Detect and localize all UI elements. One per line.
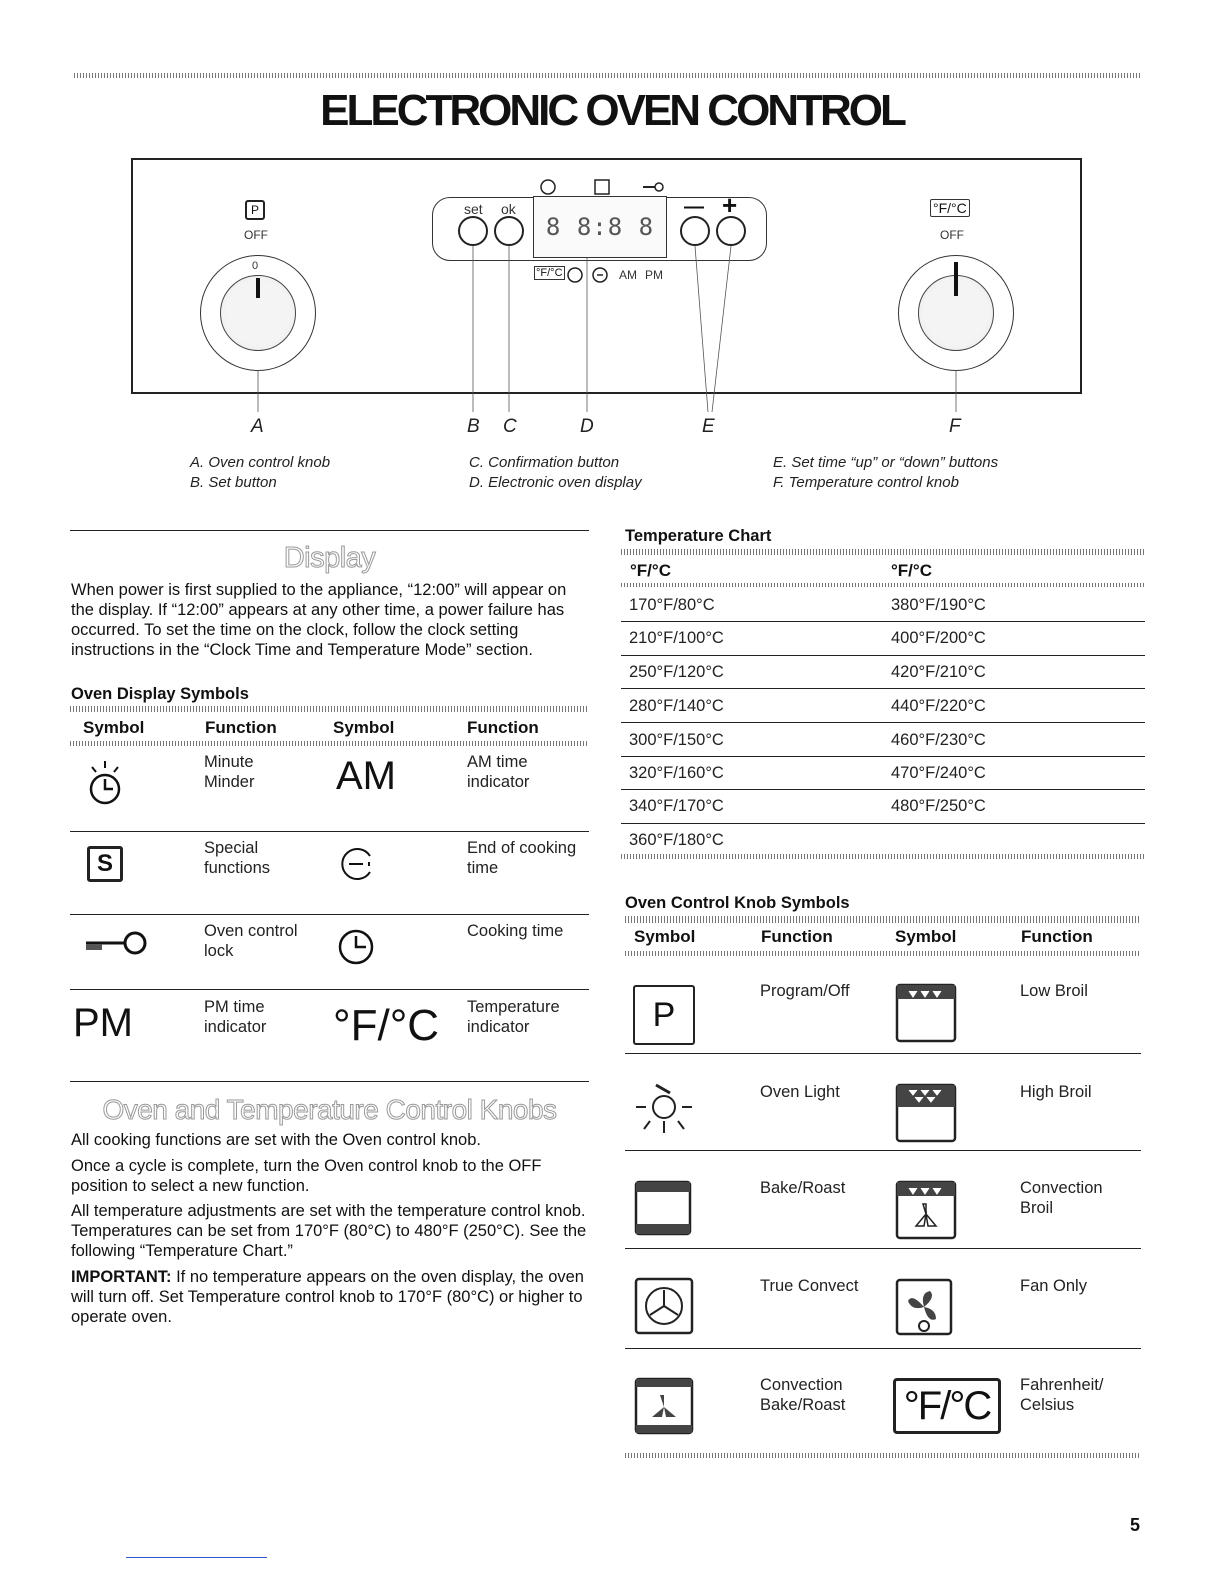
tc-r1-c2: 380°F/190°C: [891, 596, 986, 614]
ok-label: ok: [501, 201, 516, 217]
ods-row3-rule: [70, 989, 589, 990]
ks-header-function-1: Function: [761, 927, 833, 946]
knobs-p2: Once a cycle is complete, turn the Oven control knob to the OFF position to select a new function.: [71, 1157, 542, 1195]
caption-d: D. Electronic oven display: [469, 474, 642, 491]
program-icon-text: P: [250, 203, 259, 217]
program-off-icon: [633, 985, 695, 1045]
ods-r4-sym-2: °F/°C: [333, 1001, 440, 1050]
ods-r1-func-2: AM time indicator: [467, 753, 530, 791]
minus-label: —: [684, 196, 704, 218]
tc-r3-c1: 250°F/120°C: [629, 663, 724, 681]
tc-r4-c1: 280°F/140°C: [629, 697, 724, 715]
ks-r1-func-2: Low Broil: [1020, 982, 1088, 1000]
tc-rule-3: [621, 688, 1145, 689]
tc-r7-c2: 480°F/250°C: [891, 797, 986, 815]
tc-r8-c1: 360°F/180°C: [629, 831, 724, 849]
tc-r6-c2: 470°F/240°C: [891, 764, 986, 782]
tc-r2-c1: 210°F/100°C: [629, 629, 724, 647]
low-broil-icon: [895, 983, 959, 1045]
page-title: ELECTRONIC OVEN CONTROL: [320, 86, 904, 135]
oven-display-symbols-heading: Oven Display Symbols: [71, 685, 249, 703]
ks-r2-func-2: High Broil: [1020, 1083, 1092, 1101]
ks-r5-func-2: Fahrenheit/ Celsius: [1020, 1376, 1104, 1414]
special-functions-icon: S: [87, 846, 123, 882]
ods-r2-func-2: End of cooking time: [467, 839, 577, 877]
ks-header-symbol-2: Symbol: [895, 927, 957, 946]
tc-r6-c1: 320°F/160°C: [629, 764, 724, 782]
ods-r2-func-1: Special functions: [204, 839, 271, 877]
ks-rule-2: [625, 1150, 1141, 1151]
fahrenheit-celsius-text: °F/°C: [903, 1384, 991, 1428]
display-am-label: AM: [619, 268, 637, 282]
fan-only-icon: [895, 1278, 957, 1340]
program-off-icon-text: P: [652, 996, 676, 1034]
ks-rule-3: [625, 1248, 1141, 1249]
tc-header-2: °F/°C: [891, 561, 932, 580]
cooking-time-icon: [336, 926, 376, 966]
ks-rule-4: [625, 1348, 1141, 1349]
tc-bottom: [621, 854, 1145, 859]
ods-r4-sym-1: PM: [73, 1001, 133, 1045]
ks-bottom: [625, 1453, 1141, 1458]
temperature-chart-heading: Temperature Chart: [625, 527, 772, 545]
caption-b: B. Set button: [190, 474, 277, 491]
tc-r7-c1: 340°F/170°C: [629, 797, 724, 815]
footer-underline: [126, 1557, 267, 1558]
page-number: 5: [1130, 1515, 1141, 1535]
tc-r5-c1: 300°F/150°C: [629, 731, 724, 749]
callout-d: D: [580, 416, 594, 437]
display-heading: Display: [283, 542, 376, 574]
caption-e: E. Set time “up” or “down” buttons: [773, 454, 999, 471]
tc-rule-7: [621, 823, 1145, 824]
true-convect-icon: [634, 1277, 696, 1337]
bake-roast-icon: [634, 1180, 696, 1238]
oven-control-lock-icon: [82, 925, 152, 961]
ods-header-symbol-2: Symbol: [333, 718, 395, 737]
ods-header-function-1: Function: [205, 718, 277, 737]
ods-row2-rule: [70, 914, 589, 915]
tc-header-top: [621, 549, 1145, 555]
knobs-p3: All temperature adjustments are set with the temperature control knob. Temperatures can be set from 170°F (80°C) to 480°F (250°C). See the following “Temperature Chart.”: [71, 1202, 587, 1260]
fahrenheit-celsius-icon: [893, 1378, 1001, 1434]
ks-r3-func-1: Bake/Roast: [760, 1179, 846, 1197]
tc-rule-4: [621, 722, 1145, 723]
ods-r4-func-2: Temperature indicator: [467, 998, 560, 1036]
ods-r4-func-1: PM time indicator: [204, 998, 267, 1036]
left-knob-zero: 0: [252, 260, 259, 272]
ks-r4-func-1: True Convect: [760, 1277, 859, 1295]
tc-header-bottom: [621, 583, 1145, 587]
minute-minder-icon: [82, 757, 128, 807]
ks-r1-func-1: Program/Off: [760, 982, 850, 1000]
ks-r2-func-1: Oven Light: [760, 1083, 840, 1101]
high-broil-icon: [895, 1083, 959, 1145]
tc-r1-c1: 170°F/80°C: [629, 596, 715, 614]
callout-e: E: [702, 416, 715, 437]
ks-r4-func-2: Fan Only: [1020, 1277, 1087, 1295]
knobs-top-rule: [70, 1081, 589, 1082]
temp-toggle-icon: °F/°C: [930, 199, 970, 217]
plus-label: +: [722, 190, 738, 220]
ks-header-function-2: Function: [1021, 927, 1093, 946]
ods-r3-func-2: Cooking time: [467, 922, 564, 940]
left-knob-off-label: OFF: [244, 228, 268, 242]
set-label: set: [464, 201, 483, 217]
ks-rule-1: [625, 1053, 1141, 1054]
important-text: If no temperature appears on the oven display, the oven will turn off. Set Temperature control knob to 170°F (80°C) or higher to operate oven.: [71, 1268, 584, 1326]
callout-f: F: [949, 416, 961, 437]
tc-r5-c2: 460°F/230°C: [891, 731, 986, 749]
tc-rule-1: [621, 621, 1145, 622]
ods-header-bottom: [70, 741, 589, 746]
ods-header-symbol-1: Symbol: [83, 718, 145, 737]
knobs-p1: All cooking functions are set with the Oven control knob.: [71, 1131, 481, 1149]
ks-header-top: [625, 916, 1141, 923]
display-pm-label: PM: [645, 268, 663, 282]
ods-row1-rule: [70, 831, 589, 832]
tc-r4-c2: 440°F/220°C: [891, 697, 986, 715]
end-of-cooking-icon: [336, 844, 376, 884]
caption-a: A. Oven control knob: [190, 454, 331, 471]
display-top-rule: [70, 530, 589, 531]
display-temp-symbol: °F/°C: [536, 267, 563, 279]
tc-r2-c2: 400°F/200°C: [891, 629, 986, 647]
tc-rule-2: [621, 655, 1145, 656]
display-paragraph: When power is first supplied to the appliance, “12:00” will appear on the display. If “12:00” appears at any other time, a power failure has occurred. To set the time on the clock, follow the clock setting instructions in the “Clock Time and Temperature Mode” section.: [71, 581, 567, 659]
knobs-important: [71, 1267, 591, 1327]
ods-header-top: [70, 706, 589, 712]
important-label: IMPORTANT:: [71, 1268, 172, 1286]
caption-c: C. Confirmation button: [469, 454, 620, 471]
tc-rule-6: [621, 789, 1145, 790]
ods-r1-func-1: Minute Minder: [204, 753, 255, 791]
callout-b: B: [467, 416, 480, 437]
ods-header-function-2: Function: [467, 718, 539, 737]
ods-r3-func-1: Oven control lock: [204, 922, 298, 960]
ods-r1-sym-2: AM: [336, 754, 396, 798]
knob-symbols-heading: Oven Control Knob Symbols: [625, 894, 850, 912]
display-digits: 8 8:8 8: [545, 213, 655, 241]
callout-a: A: [251, 416, 264, 437]
caption-f: F. Temperature control knob: [773, 474, 959, 491]
knobs-heading: Oven and Temperature Control Knobs: [102, 1094, 557, 1125]
leader-lines: [0, 0, 1224, 420]
right-knob-off-label: OFF: [940, 228, 964, 242]
ks-r5-func-1: Convection Bake/Roast: [760, 1376, 846, 1414]
tc-r3-c2: 420°F/210°C: [891, 663, 986, 681]
convection-broil-icon: [895, 1180, 959, 1242]
convection-bake-roast-icon: [634, 1377, 696, 1437]
ks-header-bottom: [625, 951, 1141, 956]
tc-header-1: °F/°C: [630, 561, 671, 580]
tc-rule-5: [621, 756, 1145, 757]
oven-light-icon: [634, 1079, 694, 1137]
ks-header-symbol-1: Symbol: [634, 927, 696, 946]
callout-c: C: [503, 416, 517, 437]
ks-r3-func-2: Convection Broil: [1020, 1179, 1103, 1217]
